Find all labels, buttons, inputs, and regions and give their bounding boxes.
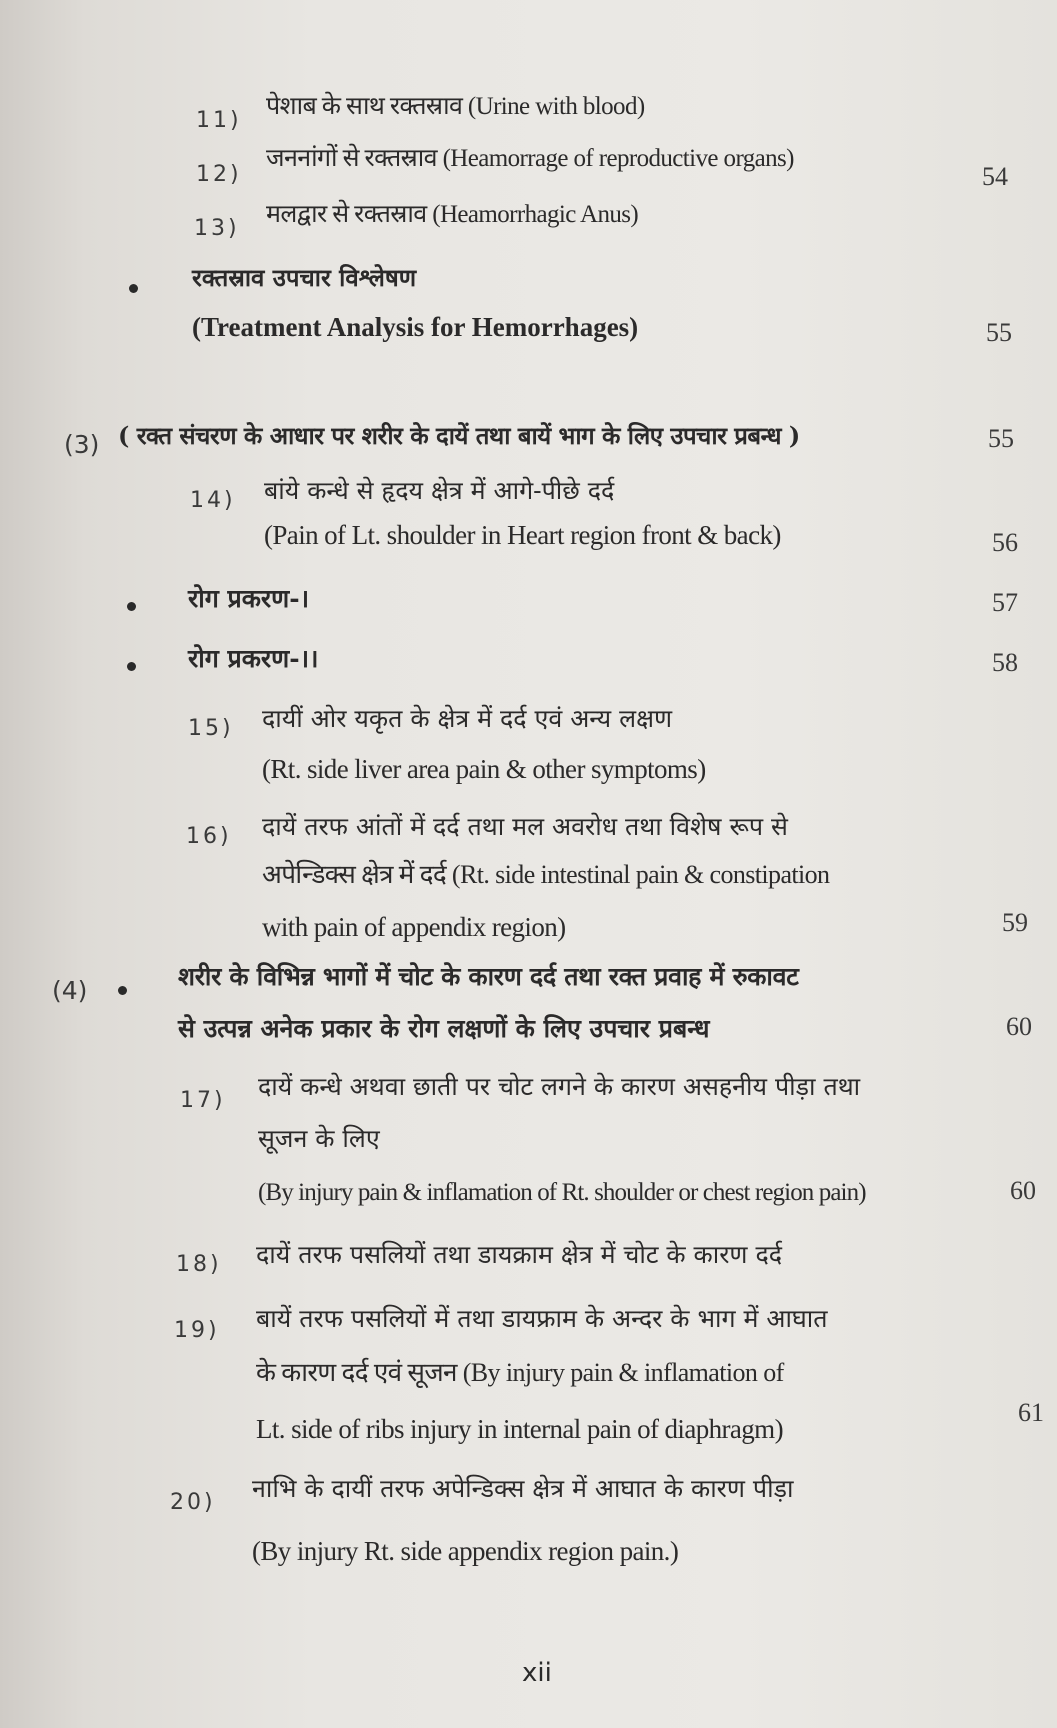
page-ref: 57: [992, 588, 1018, 617]
section-title: ( रक्त संचरण के आधार पर शरीर के दायें तथा बायें भाग के लिए उपचार प्रबन्ध ): [118, 421, 800, 450]
item-number: 11): [196, 108, 242, 133]
page-ref: 56: [992, 528, 1018, 557]
item-text-line: अपेन्डिक्स क्षेत्र में दर्द (Rt. side intestinal pain & constipation: [262, 860, 830, 889]
section-title-line: शरीर के विभिन्न भागों में चोट के कारण दर्द तथा रक्त प्रवाह में रुकावट: [178, 962, 799, 991]
item-number: 15): [188, 716, 234, 741]
bullet: [127, 662, 136, 671]
item-number: 12): [196, 162, 242, 187]
item-text: पेशाब के साथ रक्तस्राव (Urine with blood): [266, 93, 645, 120]
page-ref: 54: [982, 162, 1008, 191]
item-number: 13): [194, 216, 240, 241]
section-number: (3): [64, 430, 100, 459]
item-text-english: (Rt. side liver area pain & other symptoms): [262, 754, 706, 784]
item-text-english: (Pain of Lt. shoulder in Heart region front & back): [264, 520, 781, 550]
item-text-line: नाभि के दायीं तरफ अपेन्डिक्स क्षेत्र में आघात के कारण पीड़ा: [252, 1474, 794, 1503]
page-ref: 61: [1018, 1398, 1044, 1427]
case-heading: रोग प्रकरण-।: [188, 584, 310, 613]
bullet: [129, 284, 138, 293]
item-text-line: दायें तरफ आंतों में दर्द तथा मल अवरोध तथा विशेष रूप से: [262, 812, 788, 841]
item-number: 18): [176, 1252, 222, 1277]
item-text-line: with pain of appendix region): [262, 912, 566, 942]
bullet: [127, 602, 136, 611]
item-text: मलद्वार से रक्तस्राव (Heamorrhagic Anus): [266, 201, 639, 228]
item-text: जननांगों से रक्तस्राव (Heamorrage of reproductive organs): [266, 145, 794, 172]
item-text-hindi: बांये कन्धे से हृदय क्षेत्र में आगे-पीछे दर्द: [264, 476, 615, 505]
item-text: दायें तरफ पसलियों तथा डायक्राम क्षेत्र में चोट के कारण दर्द: [256, 1240, 782, 1269]
page-ref: 58: [992, 648, 1018, 677]
page-ref: 60: [1006, 1012, 1032, 1041]
treatment-heading-english: (Treatment Analysis for Hemorrhages): [192, 312, 639, 342]
page-ref: 59: [1002, 908, 1028, 937]
item-text-line: सूजन के लिए: [258, 1124, 380, 1153]
item-number: 16): [186, 824, 232, 849]
item-number: 19): [174, 1318, 220, 1343]
item-text-line: बायें तरफ पसलियों में तथा डायफ्राम के अन्दर के भाग में आघात: [256, 1304, 828, 1333]
page-ref: 60: [1010, 1176, 1036, 1205]
item-text-line: दायें कन्धे अथवा छाती पर चोट लगने के कारण असहनीय पीड़ा तथा: [258, 1072, 861, 1101]
item-number: 20): [170, 1490, 216, 1515]
treatment-heading-hindi: रक्तस्राव उपचार विश्लेषण: [192, 263, 417, 292]
item-text-line: (By injury Rt. side appendix region pain.): [252, 1536, 679, 1566]
section-title-line: से उत्पन्न अनेक प्रकार के रोग लक्षणों के लिए उपचार प्रबन्ध: [178, 1014, 710, 1043]
item-number: 17): [180, 1088, 226, 1113]
item-text-line: (By injury pain & inflamation of Rt. shoulder or chest region pain): [258, 1179, 866, 1206]
bullet: [118, 986, 127, 995]
page-ref: 55: [986, 318, 1012, 347]
item-text-hindi: दायीं ओर यकृत के क्षेत्र में दर्द एवं अन्य लक्षण: [262, 704, 673, 733]
page-ref: 55: [988, 424, 1014, 453]
page-number: xii: [522, 1658, 552, 1688]
section-number: (4): [52, 976, 88, 1005]
item-text-line: के कारण दर्द एवं सूजन (By injury pain & inflamation of: [256, 1358, 784, 1387]
item-text-line: Lt. side of ribs injury in internal pain of diaphragm): [256, 1414, 783, 1444]
case-heading: रोग प्रकरण-।।: [188, 644, 319, 673]
item-number: 14): [190, 488, 236, 513]
